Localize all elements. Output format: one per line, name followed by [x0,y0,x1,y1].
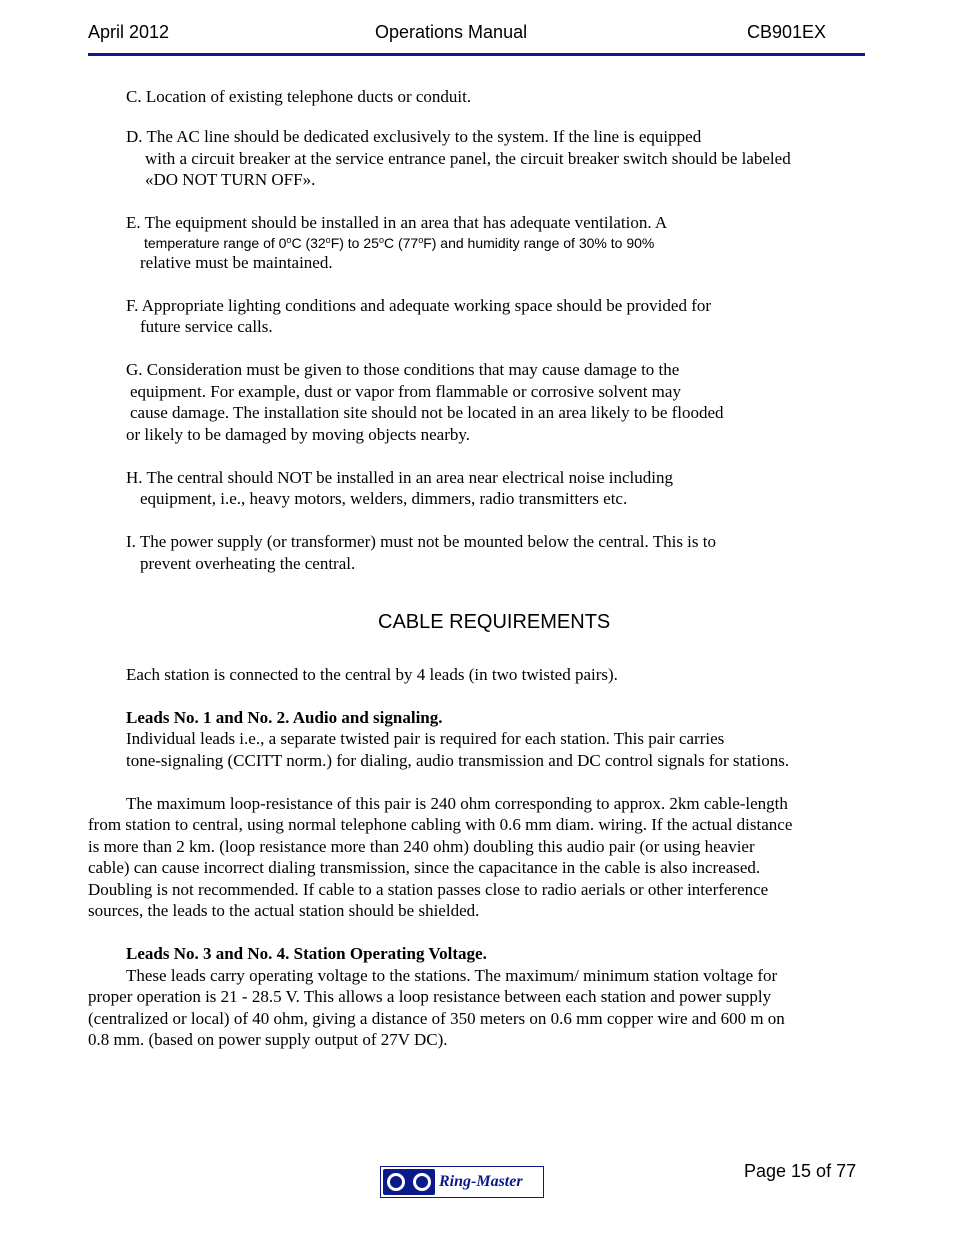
leads-3-4-line1: These leads carry operating voltage to the stations. The maximum/ minimum station voltage for [126,966,778,985]
item-i-line2: prevent overheating the central. [140,554,356,573]
item-d-line3: «DO NOT TURN OFF». [145,170,316,189]
header-rule [88,53,865,56]
item-d-line2: with a circuit breaker at the service entrance panel, the circuit breaker switch should be labeled [145,149,791,168]
item-g-line2: equipment. For example, dust or vapor from flammable or corrosive solvent may [130,382,681,401]
loop-line4: cable) can cause incorrect dialing transmission, since the capacitance in the cable is also increased. [88,858,761,877]
item-f-line1: F. Appropriate lighting conditions and adequate working space should be provided for [126,296,712,315]
leads-3-4-line4: 0.8 mm. (based on power supply output of 27V DC). [88,1030,448,1049]
item-f-line2: future service calls. [140,317,273,336]
item-e-temperature: temperature range of 0$^o$C (32$^o$F) to 25$^o$C (77$^o$F) and humidity range of 30% to 90% [144,235,655,251]
logo-circles-icon [383,1169,435,1195]
leads-3-4-line3: (centralized or local) of 40 ohm, giving a distance of 350 meters on 0.6 mm copper wire and 600 m on [88,1009,785,1028]
item-g-line3: cause damage. The installation site should not be located in an area likely to be flooded [130,403,724,422]
header-date: April 2012 [88,22,170,42]
item-e-line1: E. The equipment should be installed in an area that has adequate ventilation. A [126,213,668,232]
item-d-line1: D. The AC line should be dedicated exclusively to the system. If the line is equipped [126,127,702,146]
item-g-line1: G. Consideration must be given to those conditions that may cause damage to the [126,360,680,379]
ring-master-logo [380,1166,544,1198]
loop-line3: is more than 2 km. (loop resistance more than 240 ohm) doubling this audio pair (or using heavier [88,837,755,856]
loop-line5: Doubling is not recommended. If cable to a station passes close to radio aerials or other interference [88,880,769,899]
leads-1-2-line2: tone-signaling (CCITT norm.) for dialing, audio transmission and DC control signals for stations. [126,751,790,770]
item-i-line1: I. The power supply (or transformer) must not be mounted below the central. This is to [126,532,716,551]
leads-1-2-line1: Individual leads i.e., a separate twisted pair is required for each station. This pair carries [126,729,725,748]
item-h-line2: equipment, i.e., heavy motors, welders, dimmers, radio transmitters etc. [140,489,628,508]
logo-circle-left [387,1173,405,1191]
leads-3-4-line2: proper operation is 21 - 28.5 V. This allows a loop resistance between each station and power supply [88,987,772,1006]
cable-intro: Each station is connected to the central by 4 leads (in two twisted pairs). [126,665,618,684]
header-title: Operations Manual [375,22,528,42]
item-e-line3: relative must be maintained. [140,253,333,272]
loop-line6: sources, the leads to the actual station should be shielded. [88,901,480,920]
item-c: C. Location of existing telephone ducts or conduit. [126,87,472,106]
logo-circle-right [413,1173,431,1191]
item-g-line4: or likely to be damaged by moving objects nearby. [126,425,471,444]
logo-text: Ring-Master [439,1173,523,1190]
loop-line2: from station to central, using normal telephone cabling with 0.6 mm diam. wiring. If the actual distance [88,815,793,834]
leads-1-2-title: Leads No. 1 and No. 2. Audio and signaling. [126,708,443,727]
header-model: CB901EX [747,22,827,42]
page-number: Page 15 of 77 [744,1161,857,1181]
leads-3-4-title: Leads No. 3 and No. 4. Station Operating Voltage. [126,944,487,963]
cable-requirements-heading: CABLE REQUIREMENTS [378,611,611,633]
loop-line1: The maximum loop-resistance of this pair is 240 ohm corresponding to approx. 2km cable-length [126,794,788,813]
item-h-line1: H. The central should NOT be installed in an area near electrical noise including [126,468,673,487]
